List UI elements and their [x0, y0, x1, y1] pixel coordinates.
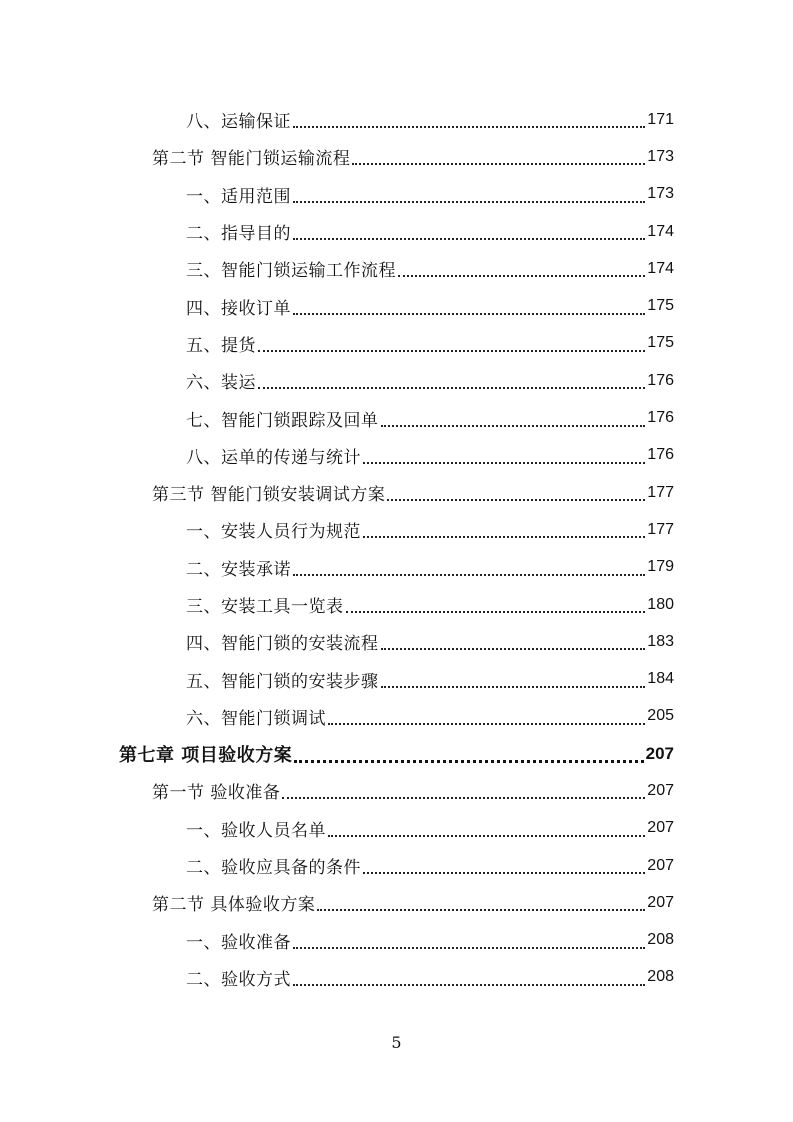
- toc-entry-page: 184: [647, 670, 674, 688]
- toc-dot-leader: [381, 647, 646, 650]
- toc-dot-leader: [346, 610, 646, 613]
- toc-dot-leader: [363, 461, 645, 464]
- toc-entry-page: 175: [647, 297, 674, 315]
- toc-entry[interactable]: [0, 176, 793, 213]
- toc-entry-title: 六、智能门锁调试: [186, 708, 326, 729]
- toc-entry-title: 二、指导目的: [186, 224, 291, 245]
- toc-dot-leader: [398, 274, 645, 277]
- toc-entry-page: 207: [647, 893, 674, 911]
- toc-entry-page: 177: [647, 483, 674, 501]
- toc-entry-title: 第二节 智能门锁运输流程: [152, 149, 351, 170]
- toc-entry[interactable]: [0, 884, 793, 921]
- toc-entry-page: 180: [647, 595, 674, 613]
- toc-entry-page: 207: [645, 743, 674, 763]
- toc-entry-title: 二、安装承诺: [186, 559, 291, 580]
- toc-dot-leader: [258, 386, 645, 389]
- toc-dot-leader: [363, 535, 645, 538]
- toc-entry[interactable]: [0, 586, 793, 623]
- toc-entry-title: 六、装运: [186, 373, 256, 394]
- toc-entry-title: 八、运输保证: [186, 112, 291, 133]
- toc-dot-leader: [328, 722, 645, 725]
- toc-entry-page: 173: [647, 147, 674, 165]
- toc-dot-leader: [258, 349, 645, 352]
- toc-entry-title: 第三节 智能门锁安装调试方案: [152, 485, 386, 506]
- toc-entry-page: 177: [647, 520, 674, 538]
- toc-entry-title: 五、智能门锁的安装步骤: [186, 671, 379, 692]
- toc-entry[interactable]: [0, 287, 793, 324]
- toc-entry-page: 207: [647, 819, 674, 837]
- toc-entry[interactable]: [0, 250, 793, 287]
- toc-dot-leader: [381, 424, 646, 427]
- toc-entry-page: 207: [647, 781, 674, 799]
- toc-entry[interactable]: [0, 362, 793, 399]
- toc-chapter-entry[interactable]: [0, 735, 793, 772]
- toc-entry-title: 四、接收订单: [186, 298, 291, 319]
- toc-dot-leader: [293, 237, 645, 240]
- toc-entry[interactable]: [0, 474, 793, 511]
- toc-entry-title: 二、验收应具备的条件: [186, 858, 361, 879]
- toc-entry-title: 三、安装工具一览表: [186, 597, 344, 617]
- toc-entry-title: 四、智能门锁的安装流程: [186, 634, 379, 655]
- toc-dot-leader: [293, 312, 645, 315]
- toc-entry[interactable]: [0, 660, 793, 697]
- toc-entry[interactable]: [0, 772, 793, 809]
- toc-entry[interactable]: [0, 325, 793, 362]
- toc-entry-page: 174: [647, 222, 674, 240]
- toc-entry-title: 一、安装人员行为规范: [186, 522, 361, 543]
- toc-entry-page: 174: [647, 259, 674, 277]
- toc-entry-title: 第二节 具体验收方案: [152, 895, 316, 916]
- toc-entry[interactable]: [0, 101, 793, 138]
- toc-entry[interactable]: [0, 959, 793, 996]
- toc-entry-page: 173: [647, 185, 674, 203]
- toc-entry-title: 五、提货: [186, 335, 256, 356]
- toc-dot-leader: [317, 908, 645, 911]
- toc-dot-leader: [387, 498, 645, 501]
- toc-entry[interactable]: [0, 138, 793, 175]
- toc-dot-leader: [293, 983, 645, 986]
- toc-dot-leader: [293, 125, 645, 128]
- toc-dot-leader: [363, 871, 645, 874]
- toc-dot-leader: [352, 162, 645, 165]
- toc-dot-leader: [293, 200, 645, 203]
- toc-entry[interactable]: [0, 399, 793, 436]
- toc-entry[interactable]: [0, 511, 793, 548]
- toc-entry-title: 七、智能门锁跟踪及回单: [186, 410, 379, 431]
- toc-entry[interactable]: [0, 922, 793, 959]
- toc-entry-title: 八、运单的传递与统计: [186, 447, 361, 468]
- toc-entry-page: 208: [647, 968, 674, 986]
- toc-dot-leader: [294, 759, 643, 763]
- toc-entry[interactable]: [0, 698, 793, 735]
- toc-entry[interactable]: [0, 213, 793, 250]
- toc-entry-page: 176: [647, 371, 674, 389]
- toc-entry-title: 二、验收方式: [186, 969, 291, 990]
- toc-entry-page: 205: [647, 707, 674, 725]
- page-number: 5: [391, 1033, 402, 1052]
- toc-entry-title: 一、验收准备: [186, 932, 291, 953]
- toc-dot-leader: [293, 946, 645, 949]
- toc-entry[interactable]: [0, 549, 793, 586]
- toc-entry[interactable]: [0, 810, 793, 847]
- toc-entry-title: 一、适用范围: [186, 186, 291, 207]
- toc-entry-page: 176: [647, 446, 674, 464]
- toc-entry-page: 176: [647, 409, 674, 427]
- toc-entry-page: 171: [647, 110, 674, 128]
- toc-entry[interactable]: [0, 847, 793, 884]
- toc-entry-page: 179: [647, 558, 674, 576]
- toc-entry-page: 183: [647, 632, 674, 650]
- table-of-contents: [0, 101, 793, 996]
- toc-dot-leader: [293, 573, 645, 576]
- toc-entry-title: 第七章 项目验收方案: [119, 744, 293, 766]
- toc-entry-page: 207: [647, 856, 674, 874]
- toc-dot-leader: [381, 685, 646, 688]
- toc-dot-leader: [282, 796, 645, 799]
- toc-dot-leader: [328, 834, 645, 837]
- toc-entry[interactable]: [0, 623, 793, 660]
- toc-entry-page: 175: [647, 334, 674, 352]
- toc-entry[interactable]: [0, 437, 793, 474]
- toc-entry-title: 第一节 验收准备: [152, 783, 281, 804]
- toc-entry-title: 三、智能门锁运输工作流程: [186, 261, 396, 282]
- toc-entry-page: 208: [647, 931, 674, 949]
- toc-entry-title: 一、验收人员名单: [186, 820, 326, 841]
